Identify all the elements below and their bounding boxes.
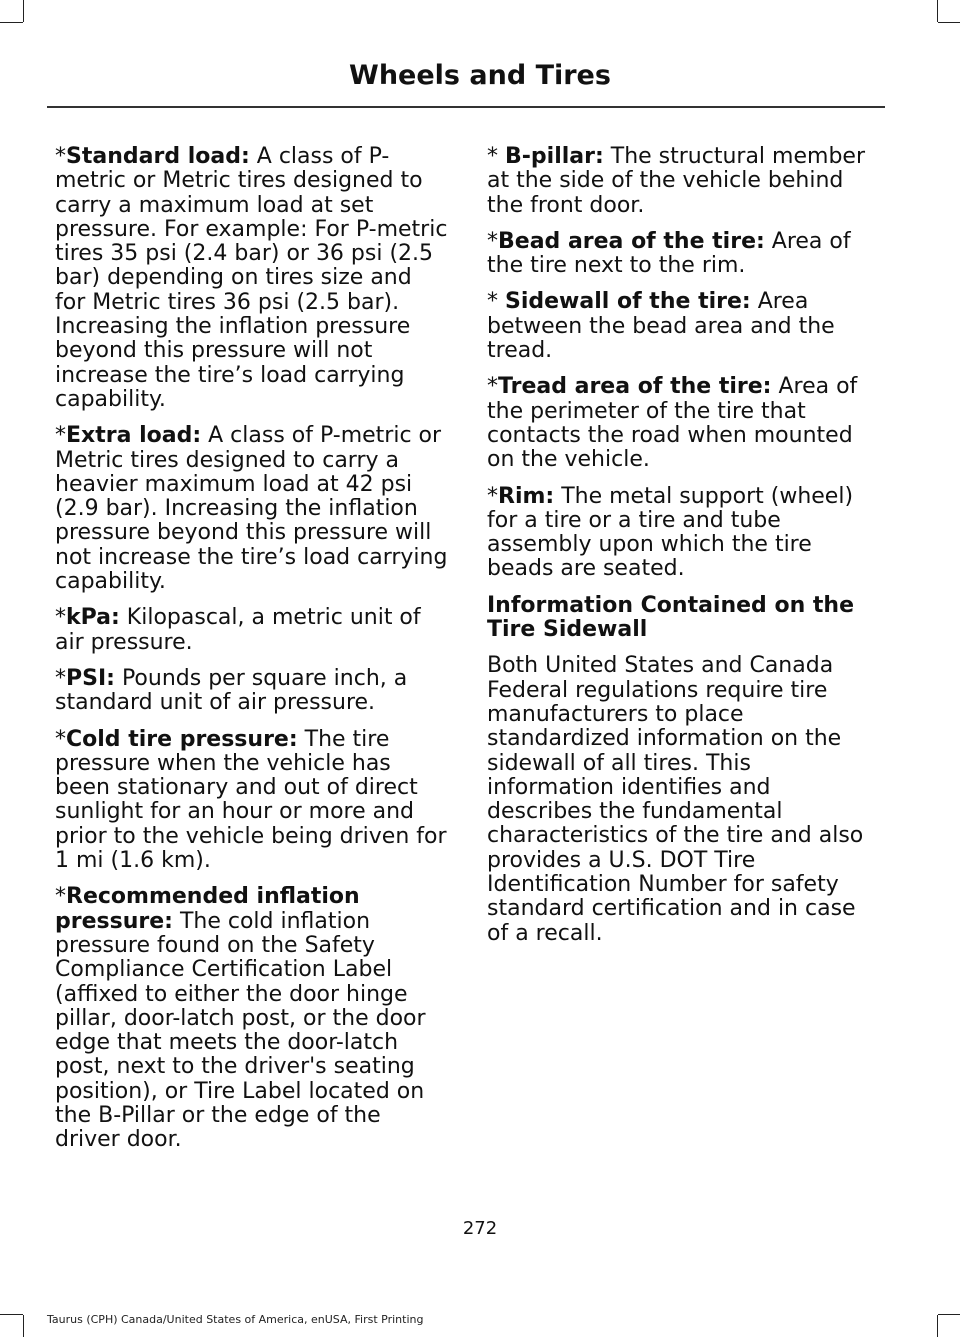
definition-tread-area: *Tread area of the tire: Area of the perimeter of the tire that contacts the road when mounted on the vehicle. bbox=[487, 374, 858, 473]
definition-rim: *Rim: The metal support (wheel) for a tire or a tire and tube assembly upon which the tire beads are seated. bbox=[487, 483, 854, 582]
page-number: 272 bbox=[462, 1218, 498, 1239]
definition-text: Area of the perimeter of the tire that contacts the road when mounted on the vehicle. bbox=[487, 374, 858, 473]
definition-text: Pounds per square inch, a standard unit of air pressure. bbox=[55, 665, 408, 716]
definition-standard-load: *Standard load: A class of P-metric or Metric tires designed to carry a maximum load at set pressure. For example: For P-metric tires 35 psi (2.4 bar) or 36 psi (2.5 bar) depending on tires size and for Metric tires 36 psi (2.5 bar). Increasing the inflation pressure beyond this pressure will not increase the tire’s load carrying capability. bbox=[55, 144, 448, 412]
crop-mark bbox=[937, 0, 938, 22]
definition-text: The metal support (wheel) for a tire or a tire and tube assembly upon which the tire beads are seated. bbox=[487, 483, 854, 582]
term-label: Bead area of the tire: bbox=[498, 228, 765, 254]
definition-cold-tire-pressure: *Cold tire pressure: The tire pressure when the vehicle has been stationary and out of direct sunlight for an hour or more and prior to the vehicle being driven for 1 mi (1.6 km). bbox=[55, 726, 447, 874]
term-label: Recommended inflation pressure: bbox=[55, 884, 360, 934]
crop-mark bbox=[0, 1314, 23, 1315]
definition-bead-area: *Bead area of the tire: Area of the tire next to the rim. bbox=[487, 228, 851, 279]
term-label: B-pillar: bbox=[505, 144, 604, 169]
term-label: Rim: bbox=[498, 483, 555, 509]
definition-text: A class of P-metric or Metric tires designed to carry a heavier maximum load at 42 psi (2.9 bar). Increasing the inflation pressure beyond this pressure will not increase the tire’s load carrying capability. bbox=[55, 423, 448, 595]
section-heading: Information Contained on the Tire Sidewall bbox=[487, 592, 854, 643]
definition-text: The cold inflation pressure found on the Safety Compliance Certification Label (affixed to either the door hinge pillar, door-latch post, or the door edge that meets the door-latch post, next to the driver's seating position), or Tire Label located on the B-Pillar or the edge of the driver door. bbox=[55, 908, 426, 1153]
section-body: Both United States and Canada Federal regulations require tire manufacturers to place standardized information on the sidewall of all tires. This information identifies and describes the fundamental characteristics of the tire and also provides a U.S. DOT Tire Identification Number for safety standard certification and in case of a recall. bbox=[487, 653, 864, 946]
footer-text: Taurus (CPH) Canada/United States of America, enUSA, First Printing bbox=[47, 1313, 424, 1326]
definition-text: The structural member at the side of the vehicle behind the front door. bbox=[487, 144, 865, 218]
term-label: PSI: bbox=[66, 665, 115, 691]
definition-b-pillar: * B-pillar: The structural member at the side of the vehicle behind the front door. bbox=[487, 144, 865, 218]
crop-mark bbox=[938, 1314, 960, 1315]
term-label: Standard load: bbox=[66, 144, 250, 169]
term-label: Sidewall of the tire: bbox=[505, 289, 751, 315]
left-column bbox=[55, 145, 448, 1165]
definition-extra-load: *Extra load: A class of P-metric or Metric tires designed to carry a heavier maximum load at 42 psi (2.9 bar). Increasing the inflation pressure beyond this pressure will not increase the tire’s load carrying capability. bbox=[55, 423, 448, 595]
term-label: kPa: bbox=[66, 605, 120, 631]
definition-sidewall: * Sidewall of the tire: Area between the bead area and the tread. bbox=[487, 289, 835, 364]
page-title: Wheels and Tires bbox=[349, 60, 611, 91]
definition-recommended-inflation: *Recommended inflation pressure: The cold inflation pressure found on the Safety Compliance Certification Label (affixed to either the door hinge pillar, door-latch post, or the door edge that meets the door-latch post, next to the driver's seating position), or Tire Label located on the B-Pillar or the edge of the driver door. bbox=[55, 884, 426, 1153]
header-divider bbox=[47, 106, 885, 108]
right-column bbox=[487, 145, 880, 958]
crop-mark bbox=[937, 1315, 938, 1337]
crop-mark bbox=[0, 22, 23, 23]
definition-text: A class of P-metric or Metric tires designed to carry a maximum load at set pressure. For example: For P-metric tires 35 psi (2.4 bar) or 36 psi (2.5 bar) depending on tires size and for Metric tires 36 psi (2.5 bar). Increasing the inflation pressure beyond this pressure will not increase the tire’s load carrying capability. bbox=[55, 144, 448, 412]
definition-text: Area of the tire next to the rim. bbox=[487, 228, 851, 279]
definition-text: Area between the bead area and the tread. bbox=[487, 289, 835, 364]
definition-text: Kilopascal, a metric unit of air pressure. bbox=[55, 605, 421, 655]
term-label: Extra load: bbox=[66, 423, 202, 449]
definition-psi: *PSI: Pounds per square inch, a standard unit of air pressure. bbox=[55, 665, 408, 716]
term-label: Cold tire pressure: bbox=[66, 726, 298, 752]
crop-mark bbox=[938, 22, 960, 23]
definition-text: The tire pressure when the vehicle has been stationary and out of direct sunlight for an hour or more and prior to the vehicle being driven for 1 mi (1.6 km). bbox=[55, 726, 447, 874]
crop-mark bbox=[23, 1315, 24, 1337]
crop-mark bbox=[23, 0, 24, 22]
definition-kpa: *kPa: Kilopascal, a metric unit of air pressure. bbox=[55, 605, 421, 655]
term-label: Tread area of the tire: bbox=[498, 374, 772, 400]
